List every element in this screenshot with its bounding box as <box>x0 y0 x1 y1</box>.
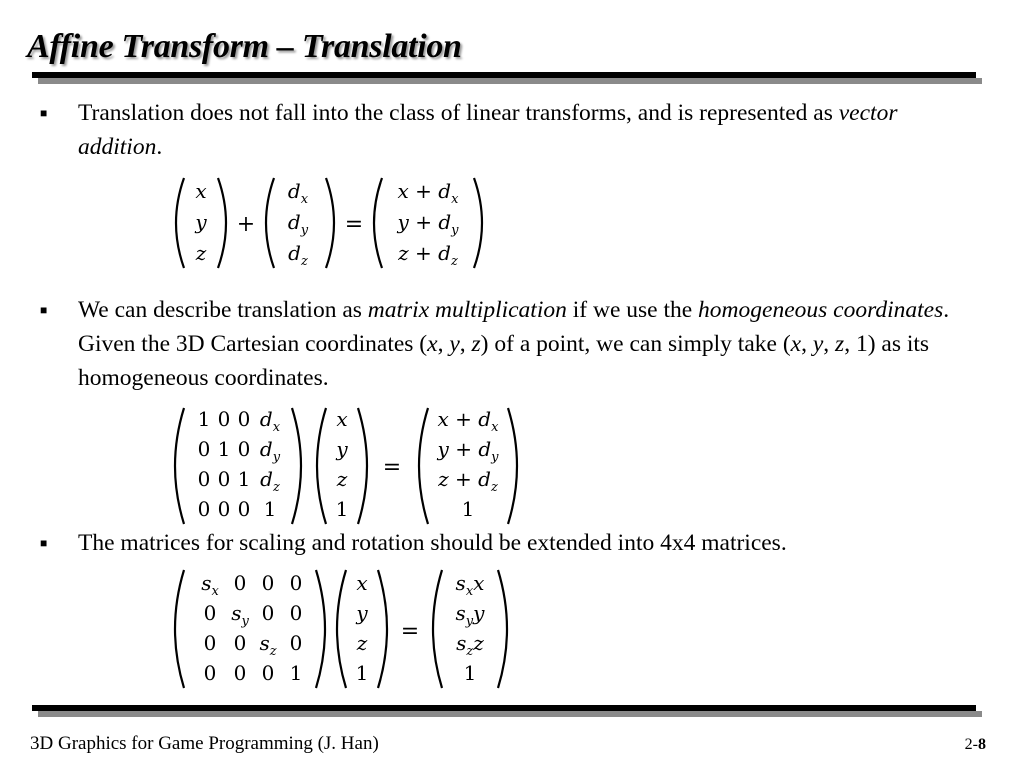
equation-scaling-matrix <box>170 566 530 692</box>
text-run: , <box>437 331 450 357</box>
math-entry: 0 <box>237 437 251 461</box>
bullet-marker-1: ■ <box>40 106 48 120</box>
text-run: x <box>427 331 438 357</box>
bullet-text-1 <box>78 96 978 164</box>
math-entry: $z + d_z$ <box>398 241 458 269</box>
page-number <box>965 736 986 754</box>
math-entry: $s_zz$ <box>456 631 484 659</box>
math-entry: x <box>195 179 207 203</box>
text-run: matrix multiplication <box>367 297 567 323</box>
math-entry: x <box>336 407 348 431</box>
math-entry: x <box>356 571 368 595</box>
math-entry: 0 <box>197 497 211 521</box>
text-run: , <box>823 331 836 357</box>
text-run: y <box>449 331 460 357</box>
bullet-marker-2: ■ <box>40 303 48 317</box>
eq1-left-vector <box>194 179 207 265</box>
math-entry: $d_y$ <box>287 210 309 238</box>
text-run: , 1) as its homogeneous coordinates. <box>78 331 930 391</box>
math-entry: $d_x$ <box>287 179 309 207</box>
text-run: z <box>835 331 845 357</box>
equation-translation-matrix <box>170 404 530 528</box>
math-entry: z <box>195 241 207 265</box>
math-entry: 0 <box>289 601 303 625</box>
math-entry: 0 <box>261 661 275 685</box>
bullet-text-2 <box>78 293 978 395</box>
math-entry: 1 <box>463 661 477 685</box>
math-entry: 0 <box>203 631 217 655</box>
text-run: Translation does not fall into the class of linear transforms, and is represented as <box>78 100 839 126</box>
text-run: homogeneous coordinates <box>698 297 944 323</box>
eq3-equals: = <box>400 619 420 644</box>
math-entry: z <box>356 631 368 655</box>
math-entry: 1 <box>335 497 349 521</box>
eq3-matrix <box>201 571 302 685</box>
math-entry: 0 <box>217 467 231 491</box>
title-divider <box>32 72 976 78</box>
math-entry: $s_x$ <box>201 571 219 599</box>
eq3-result-vector <box>456 571 486 685</box>
page-prefix: 2- <box>964 736 978 753</box>
math-entry: $s_xx$ <box>455 571 485 599</box>
math-entry: $s_z$ <box>259 631 277 659</box>
eq1-result-vector <box>397 179 460 269</box>
math-entry: $y + d_y$ <box>437 437 499 465</box>
text-run: z <box>471 331 481 357</box>
math-entry: 0 <box>237 407 251 431</box>
bullet-marker-3: ■ <box>40 536 48 550</box>
page-number-value: 8 <box>978 736 986 753</box>
text-run: . Given the 3D Cartesian coordinates ( <box>78 297 950 357</box>
math-entry: 0 <box>289 571 303 595</box>
math-entry: 0 <box>261 571 275 595</box>
math-entry: 1 <box>355 661 369 685</box>
text-run: The matrices for scaling and rotation should be extended into 4x4 matrices. <box>78 530 787 556</box>
slide-title: Affine Transform – Translation <box>27 28 462 65</box>
eq2-equals: = <box>382 455 402 480</box>
eq1-offset-vector <box>288 179 309 269</box>
eq1-plus: + <box>236 212 256 237</box>
math-entry: 1 <box>217 437 231 461</box>
math-entry: 0 <box>217 497 231 521</box>
math-entry: 0 <box>217 407 231 431</box>
math-entry: 0 <box>197 467 211 491</box>
math-entry: 1 <box>461 497 475 521</box>
text-run: We can describe translation as <box>78 297 368 323</box>
math-entry: 0 <box>233 661 247 685</box>
math-entry: 0 <box>197 437 211 461</box>
text-run: , <box>459 331 472 357</box>
equation-vector-addition <box>170 174 500 272</box>
math-entry: $s_yy$ <box>455 601 485 629</box>
eq2-result-vector <box>437 407 500 521</box>
math-entry: 0 <box>203 661 217 685</box>
bullet-text-3 <box>78 526 978 560</box>
math-entry: $d_y$ <box>259 437 281 465</box>
text-run: . <box>156 134 163 160</box>
math-entry: $d_x$ <box>259 407 281 435</box>
math-entry: $d_z$ <box>288 241 308 269</box>
text-run: vector addition <box>78 100 898 160</box>
math-entry: $z + d_z$ <box>438 467 498 495</box>
text-run: x <box>790 331 802 357</box>
footer-course-title: 3D Graphics for Game Programming (J. Han) <box>30 733 379 754</box>
math-entry: y <box>195 210 207 234</box>
text-run: , <box>801 331 813 357</box>
math-entry: 0 <box>233 631 247 655</box>
math-entry: 0 <box>203 601 217 625</box>
math-entry: $x + d_x$ <box>437 407 499 435</box>
math-entry: $d_z$ <box>260 467 280 495</box>
math-entry: $s_y$ <box>231 601 249 629</box>
footer-divider <box>32 705 976 711</box>
text-run: ) of a point, we can simply take ( <box>480 331 791 357</box>
math-entry: 1 <box>237 467 251 491</box>
math-entry: 1 <box>263 497 277 521</box>
eq1-equals: = <box>344 212 364 237</box>
math-entry: y <box>336 437 348 461</box>
math-entry: 0 <box>289 631 303 655</box>
math-entry: 0 <box>261 601 275 625</box>
eq3-vector <box>355 571 368 685</box>
eq2-vector <box>335 407 348 521</box>
math-entry: 1 <box>197 407 211 431</box>
text-run: if we use the <box>566 297 699 323</box>
math-entry: $x + d_x$ <box>397 179 459 207</box>
math-entry: 0 <box>233 571 247 595</box>
math-entry: 1 <box>289 661 303 685</box>
text-run: y <box>812 331 824 357</box>
math-entry: z <box>336 467 348 491</box>
eq2-matrix <box>198 407 281 521</box>
math-entry: $y + d_y$ <box>397 210 459 238</box>
math-entry: 0 <box>237 497 251 521</box>
math-entry: y <box>356 601 368 625</box>
